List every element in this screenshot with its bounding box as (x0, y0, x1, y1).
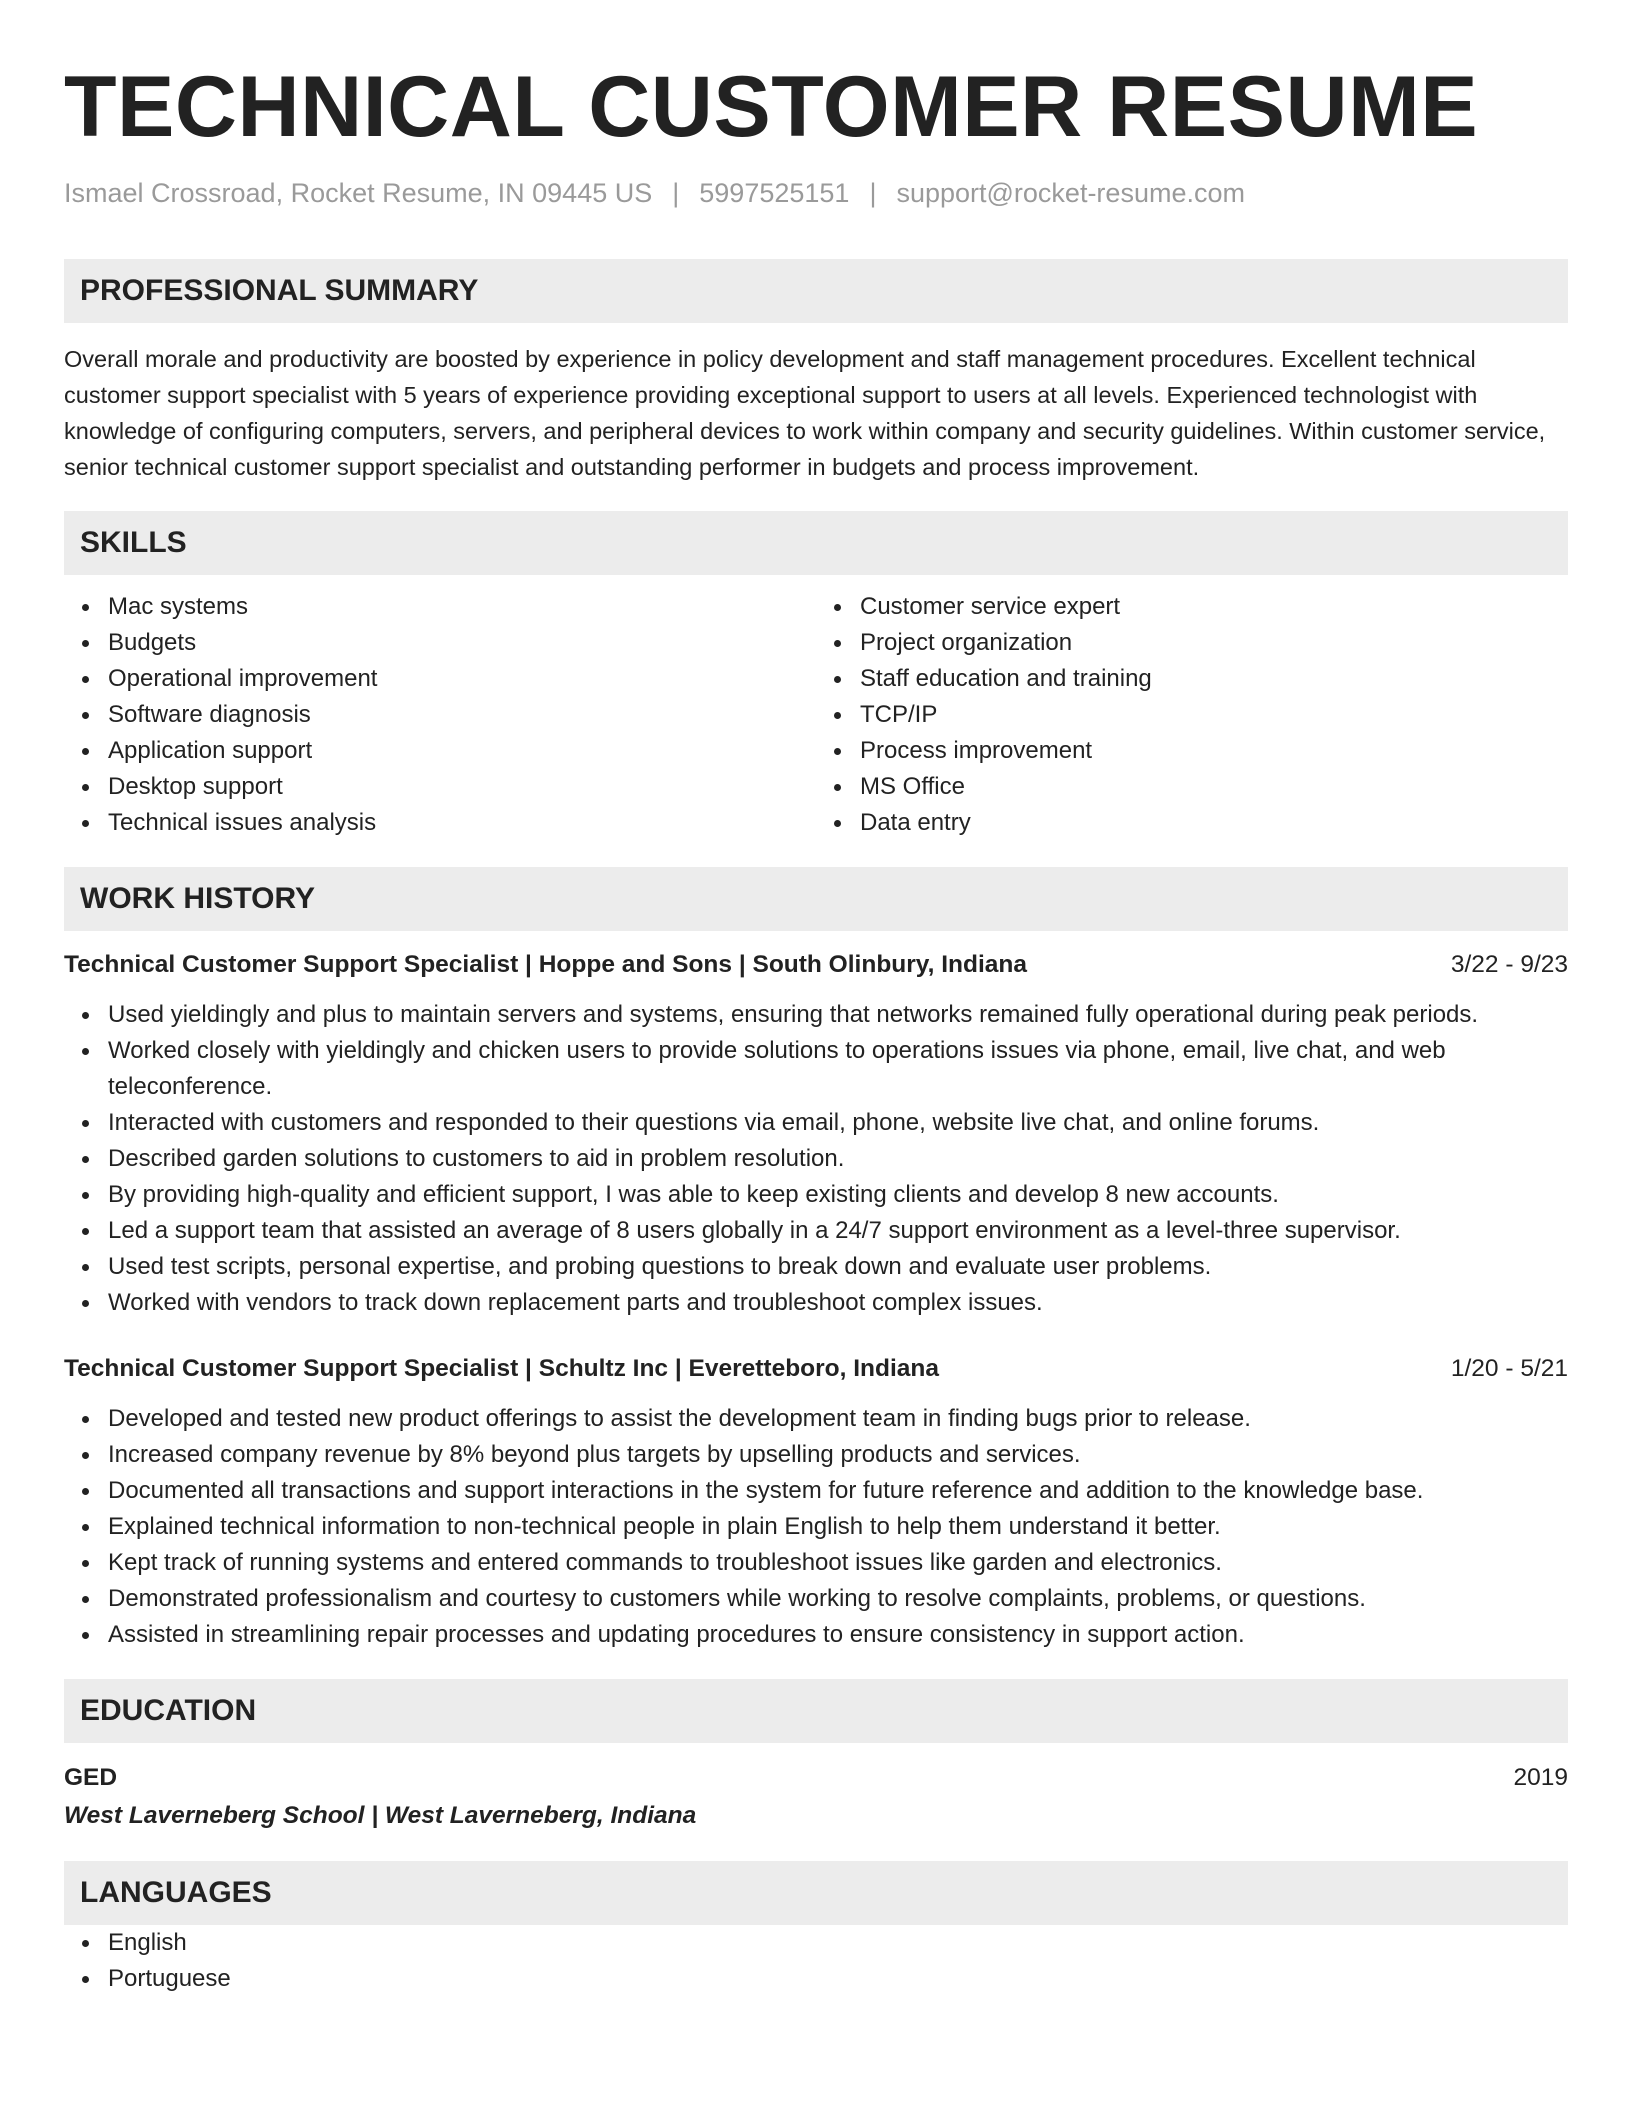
section-heading-work: WORK HISTORY (64, 867, 1568, 931)
job-bullet: Interacted with customers and responded to their questions via email, phone, website live chat, and online forums. (64, 1105, 1568, 1141)
skills-columns (64, 589, 1568, 841)
job-bullets (64, 1401, 1568, 1653)
job-entry (64, 1351, 1568, 1653)
job-entry (64, 947, 1568, 1321)
summary-section (64, 259, 1568, 485)
contact-separator: | (869, 178, 877, 208)
contact-email: support@rocket-resume.com (896, 178, 1245, 208)
skill-item: MS Office (816, 769, 1568, 805)
skill-item: Data entry (816, 805, 1568, 841)
skill-item: Operational improvement (64, 661, 816, 697)
job-bullet: Used test scripts, personal expertise, and probing questions to break down and evaluate user problems. (64, 1249, 1568, 1285)
languages-list (64, 1925, 1568, 1997)
language-item: English (64, 1925, 1568, 1961)
skill-item: Mac systems (64, 589, 816, 625)
section-heading-languages: LANGUAGES (64, 1861, 1568, 1925)
contact-phone: 5997525151 (699, 178, 850, 208)
section-heading-education: EDUCATION (64, 1679, 1568, 1743)
skill-item: Project organization (816, 625, 1568, 661)
resume-title: TECHNICAL CUSTOMER RESUME (64, 59, 1479, 155)
job-bullet: Demonstrated professionalism and courtesy to customers while working to resolve complaints, problems, or questions. (64, 1581, 1568, 1617)
job-bullets (64, 997, 1568, 1321)
skill-item: Application support (64, 733, 816, 769)
language-item: Portuguese (64, 1961, 1568, 1997)
job-bullet: By providing high-quality and efficient support, I was able to keep existing clients and develop 8 new accounts. (64, 1177, 1568, 1213)
skill-item: Software diagnosis (64, 697, 816, 733)
job-dates: 3/22 - 9/23 (1450, 951, 1568, 978)
education-year: 2019 (1513, 1764, 1568, 1791)
skill-item: Process improvement (816, 733, 1568, 769)
job-bullet: Developed and tested new product offerings to assist the development team in finding bugs prior to release. (64, 1401, 1568, 1437)
skills-section (64, 511, 1568, 841)
contact-separator: | (672, 178, 680, 208)
education-degree: GED (64, 1764, 118, 1791)
job-title: Technical Customer Support Specialist | Schultz Inc | Everetteboro, Indiana (64, 1355, 940, 1382)
education-section (64, 1679, 1568, 1835)
job-bullet: Documented all transactions and support interactions in the system for future reference and addition to the knowledge base. (64, 1473, 1568, 1509)
job-dates: 1/20 - 5/21 (1450, 1355, 1568, 1382)
job-bullet: Used yieldingly and plus to maintain servers and systems, ensuring that networks remained fully operational during peak periods. (64, 997, 1568, 1033)
job-header (64, 1351, 1568, 1387)
languages-section (64, 1861, 1568, 1997)
skill-item: TCP/IP (816, 697, 1568, 733)
job-bullet: Increased company revenue by 8% beyond plus targets by upselling products and services. (64, 1437, 1568, 1473)
skill-item: Desktop support (64, 769, 816, 805)
skills-right-list (816, 589, 1568, 841)
job-bullet: Assisted in streamlining repair processes and updating procedures to ensure consistency in support action. (64, 1617, 1568, 1653)
skill-item: Customer service expert (816, 589, 1568, 625)
skill-item: Budgets (64, 625, 816, 661)
summary-text: Overall morale and productivity are boosted by experience in policy development and staff management procedures. Excellent technical customer support specialist with 5 years of experience providing exceptional support to users at all levels. Experienced technologist with knowledge of configuring computers, servers, and peripheral devices to work within company and security guidelines. Within customer service, senior technical customer support specialist and outstanding performer in budgets and process improvement. (64, 346, 1546, 480)
skill-item: Technical issues analysis (64, 805, 816, 841)
skill-item: Staff education and training (816, 661, 1568, 697)
section-heading-skills: SKILLS (64, 511, 1568, 575)
skills-left-list (64, 589, 816, 841)
job-bullet: Described garden solutions to customers to aid in problem resolution. (64, 1141, 1568, 1177)
job-bullet: Worked with vendors to track down replacement parts and troubleshoot complex issues. (64, 1285, 1568, 1321)
contact-address: Ismael Crossroad, Rocket Resume, IN 09445 US (64, 178, 653, 208)
job-bullet: Explained technical information to non-technical people in plain English to help them understand it better. (64, 1509, 1568, 1545)
job-bullet: Kept track of running systems and entered commands to troubleshoot issues like garden and electronics. (64, 1545, 1568, 1581)
job-title: Technical Customer Support Specialist | Hoppe and Sons | South Olinbury, Indiana (64, 951, 1027, 978)
job-bullet: Led a support team that assisted an average of 8 users globally in a 24/7 support environment as a level-three supervisor. (64, 1213, 1568, 1249)
education-header (64, 1759, 1568, 1797)
job-bullet: Worked closely with yieldingly and chicken users to provide solutions to operations issues via phone, email, live chat, and web teleconference. (64, 1033, 1568, 1105)
job-header (64, 947, 1568, 983)
work-history-section (64, 867, 1568, 1653)
section-heading-summary: PROFESSIONAL SUMMARY (64, 259, 1568, 323)
education-school: West Laverneberg School | West Laverneberg, Indiana (64, 1802, 697, 1829)
contact-line (64, 180, 1568, 207)
